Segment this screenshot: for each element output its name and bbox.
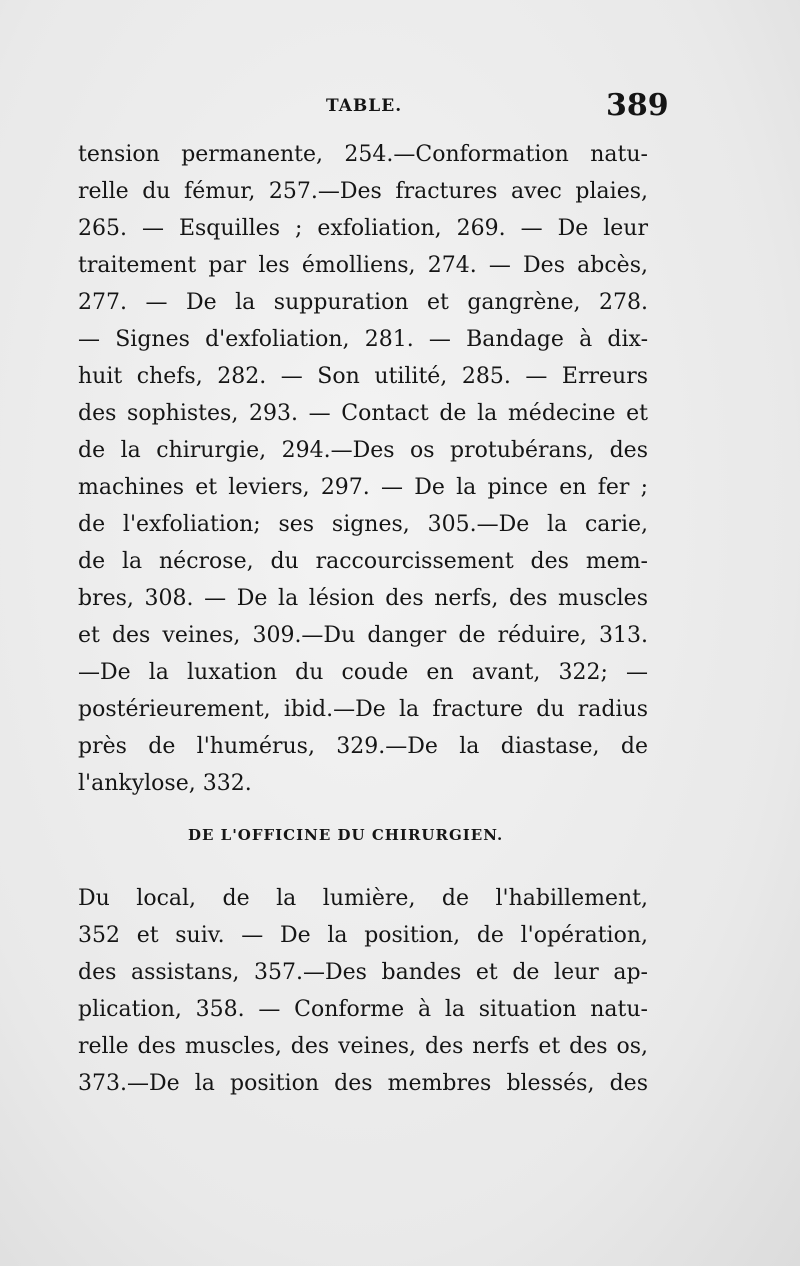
text-line: —De la luxation du coude en avant, 322; —	[78, 660, 648, 685]
text-line: 277. — De la suppuration et gangrène, 278.	[78, 290, 648, 315]
text-line: tension permanente, 254.—Conformation natu-	[78, 142, 648, 167]
text-line: Du local, de la lumière, de l'habillement,	[78, 886, 648, 911]
text-line: de la chirurgie, 294.—Des os protubérans, des	[78, 438, 648, 463]
text-line: machines et leviers, 297. — De la pince en fer ;	[78, 475, 648, 500]
text-line: 265. — Esquilles ; exfoliation, 269. — De leur	[78, 216, 648, 241]
text-line: 352 et suiv. — De la position, de l'opération,	[78, 923, 648, 948]
text-line: bres, 308. — De la lésion des nerfs, des muscles	[78, 586, 648, 611]
text-line: de la nécrose, du raccourcissement des mem-	[78, 549, 648, 574]
text-line: près de l'humérus, 329.—De la diastase, de	[78, 734, 648, 759]
text-line: l'ankylose, 332.	[78, 771, 252, 796]
text-line: des assistans, 357.—Des bandes et de leur ap-	[78, 960, 648, 985]
text-line: traitement par les émolliens, 274. — Des abcès,	[78, 253, 648, 278]
text-line: des sophistes, 293. — Contact de la médecine et	[78, 401, 648, 426]
running-title: TABLE.	[326, 96, 403, 116]
text-line: et des veines, 309.—Du danger de réduire, 313.	[78, 623, 648, 648]
section-heading: DE L'OFFICINE DU CHIRURGIEN.	[188, 826, 504, 844]
text-line: — Signes d'exfoliation, 281. — Bandage à dix-	[78, 327, 648, 352]
page-number: 389	[606, 88, 669, 123]
index-entries-block-officine	[78, 880, 648, 1102]
text-line: postérieurement, ibid.—De la fracture du radius	[78, 697, 648, 722]
index-entries-block	[78, 136, 648, 802]
text-line: huit chefs, 282. — Son utilité, 285. — Erreurs	[78, 364, 648, 389]
text-line: relle du fémur, 257.—Des fractures avec plaies,	[78, 179, 648, 204]
text-line: de l'exfoliation; ses signes, 305.—De la carie,	[78, 512, 648, 537]
text-line: relle des muscles, des veines, des nerfs et des os,	[78, 1034, 648, 1059]
text-line: 373.—De la position des membres blessés, des	[78, 1071, 648, 1096]
text-line: plication, 358. — Conforme à la situation natu-	[78, 997, 648, 1022]
